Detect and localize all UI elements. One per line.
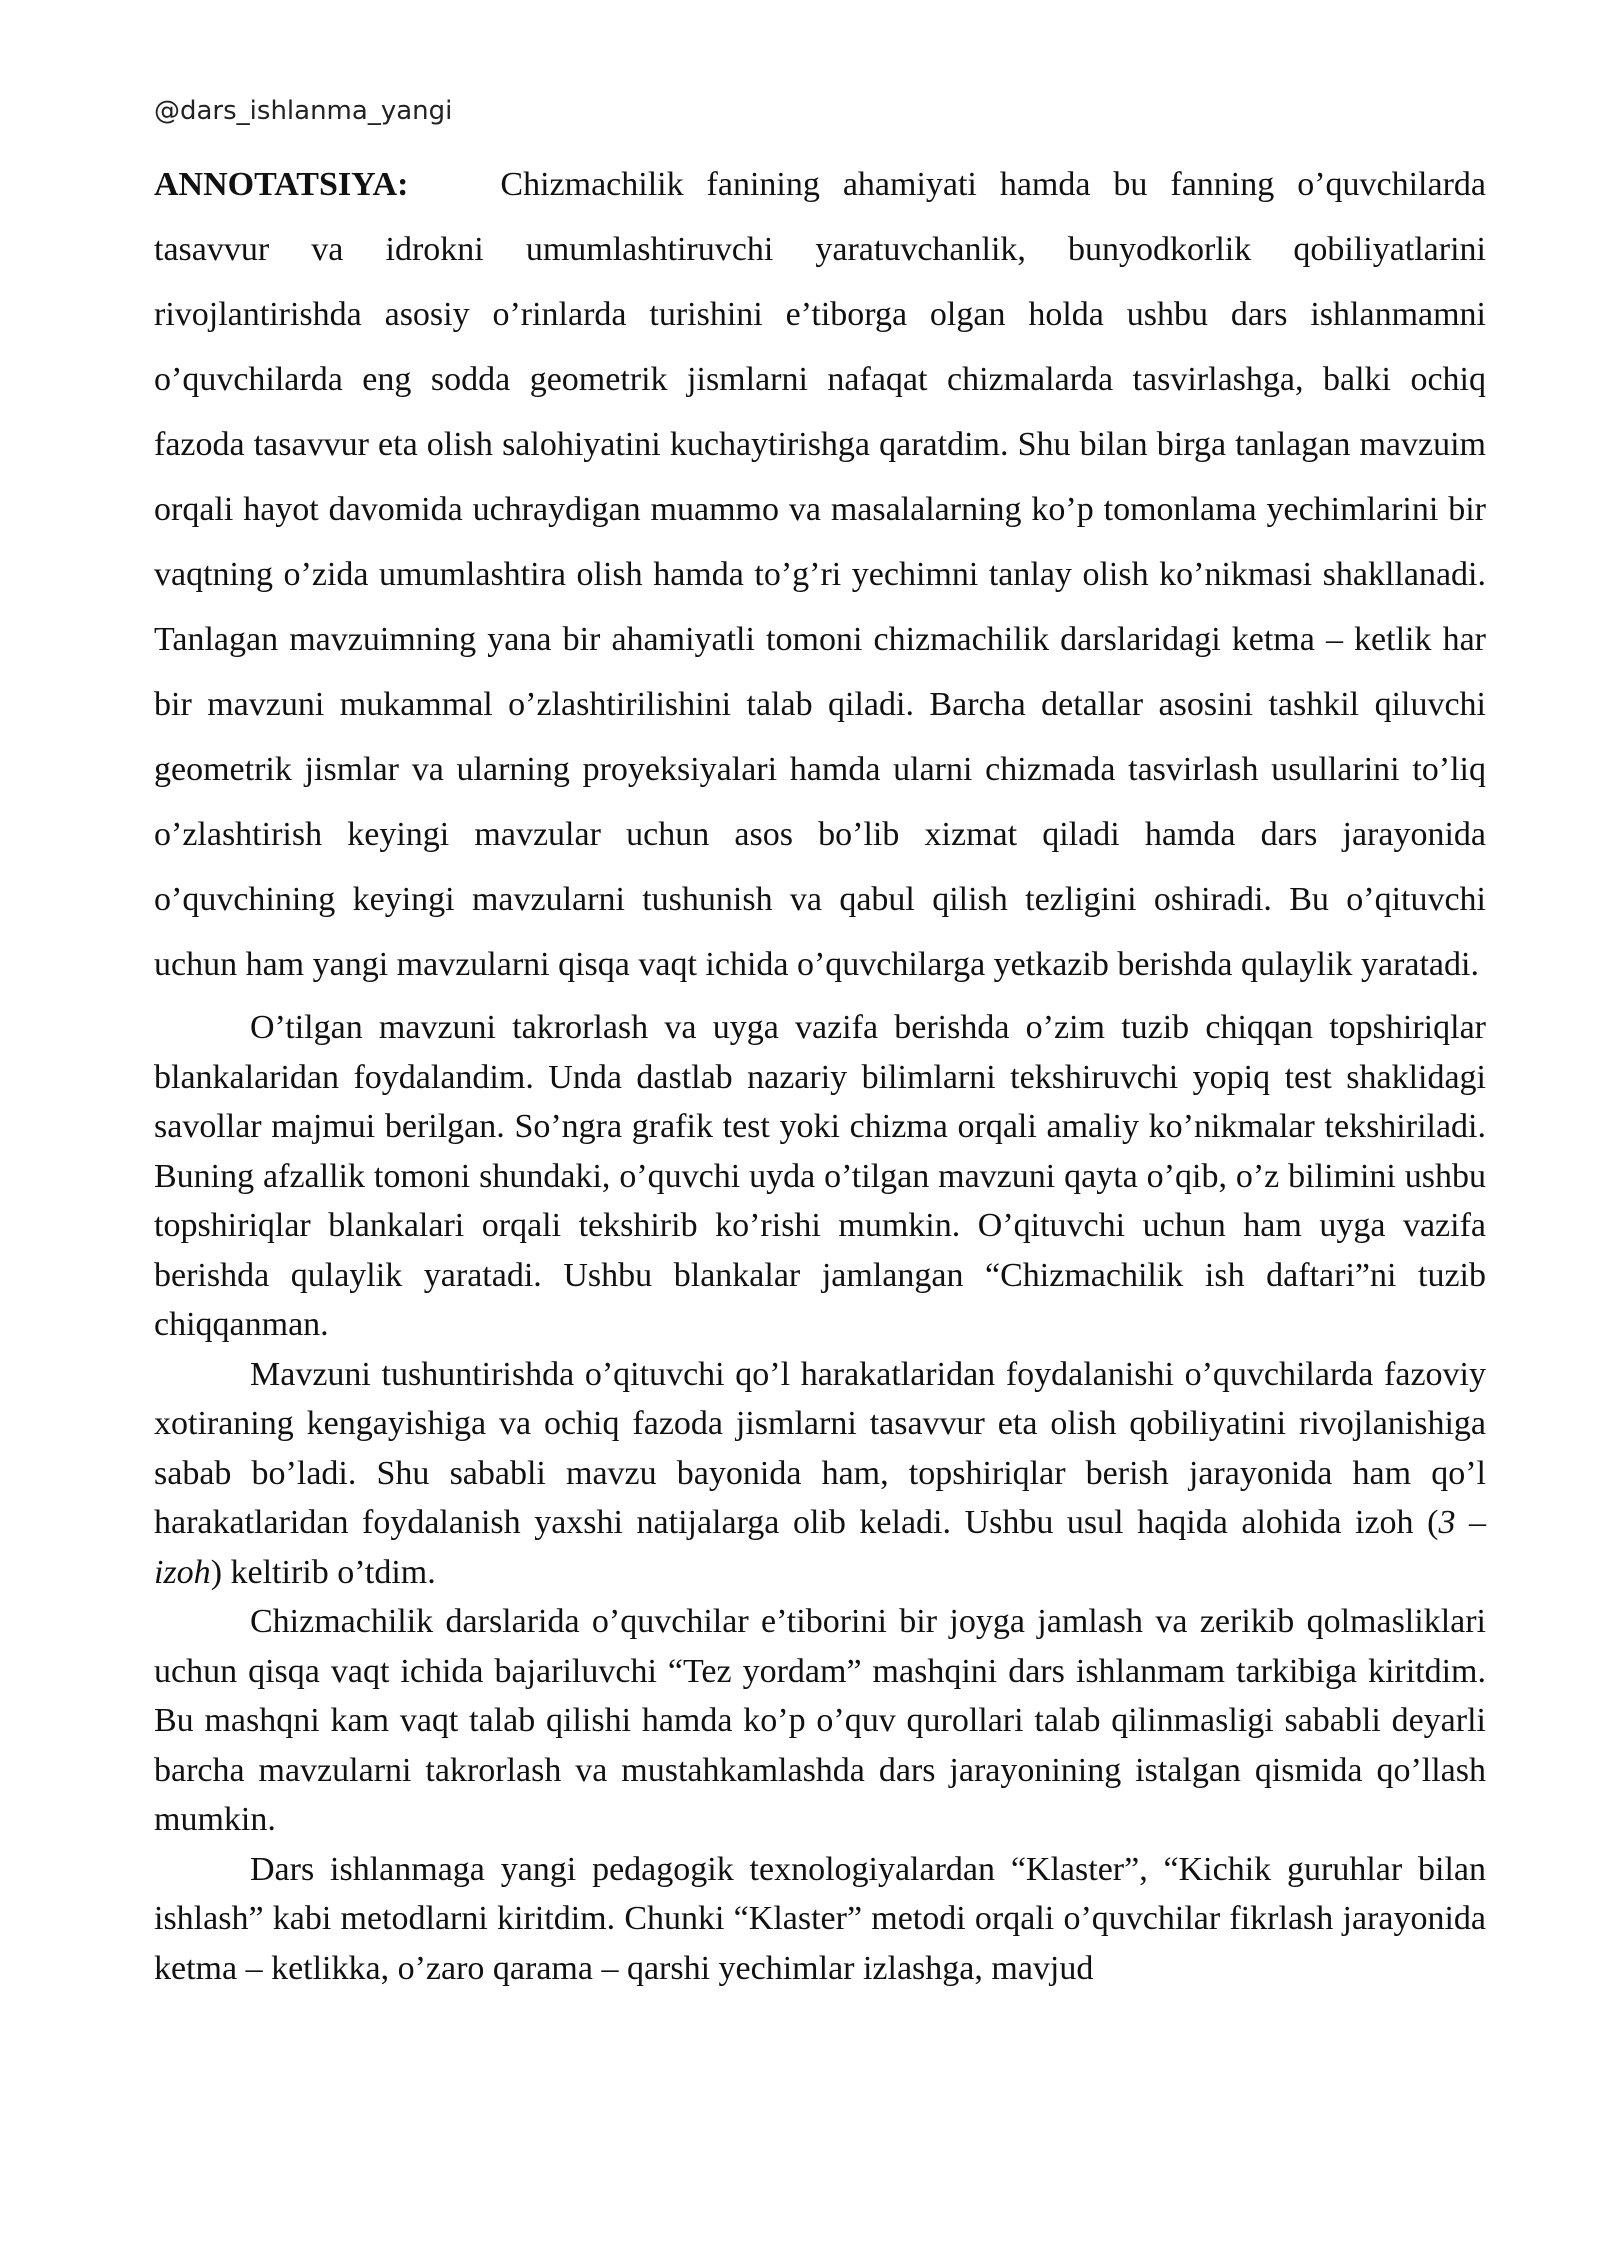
note-reference: 3 – izoh (154, 1504, 1487, 1591)
paragraph-hand-movements (154, 1350, 1486, 1598)
paragraph-klaster: Dars ishlanmaga yangi pedagogik texnologiyalardan “Klaster”, “Kichik guruhlar bilan ishlash” kabi metodlarni kiritdim. Chunki “Klaster” metodi orqali o’quvchilar fikrlash jarayonida ketma – ketlikka, o’zaro qarama – qarshi yechimlar izlashga, mavjud (154, 1850, 1486, 1987)
document-body (154, 152, 1486, 1993)
paragraph-text: Mavzuni tushuntirishda o’qituvchi qo’l harakatlaridan foydalanishi o’quvchilarda fazoviy xotiraning kengayishiga va ochiq fazoda jismlarni tasavvur eta olish qobiliyatini rivojlanishiga sabab bo’ladi. Shu sababli mavzu bayonida ham, topshiriqlar berish jarayonida ham qo’l harakatlaridan foydalanish yaxshi natijalarga olib keladi. Ushbu usul haqida alohida izoh ( (154, 1355, 1486, 1541)
annotation-text: Chizmachilik fanining ahamiyati hamda bu fanning o’quvchilarda tasavvur va idrokni umumlashtiruvchi yaratuvchanlik, bunyodkorlik qobiliyatlarini rivojlantirishda asosiy o’rinlarda turishini e’tiborga olgan holda ushbu dars ishlanmamni o’quvchilarda eng sodda geometrik jismlarni nafaqat chizmalarda tasvirlashga, balki ochiq fazoda tasavvur eta olish salohiyatini kuchaytirishga qaratdim. Shu bilan birga tanlagan mavzuim orqali hayot davomida uchraydigan muammo va masalalarning ko’p tomonlama yechimlarini bir vaqtning o’zida umumlashtira olish hamda to’g’ri yechimni tanlay olish ko’nikmasi shakllanadi. Tanlagan mavzuimning yana bir ahamiyatli tomoni chizmachilik darslaridagi ketma – ketlik har bir mavzuni mukammal o’zlashtirilishini talab qiladi. Barcha detallar asosini tashkil qiluvchi geometrik jismlar va ularning proyeksiyalari hamda ularni chizmada tasvirlash usullarini to’liq o’zlashtirish keyingi mavzular uchun asos bo’lib xizmat qiladi hamda dars jarayonida o’quvchining keyingi mavzularni tushunish va qabul qilish tezligini oshiradi. Bu o’qituvchi uchun ham yangi mavzularni qisqa vaqt ichida o’quvchilarga yetkazib berishda qulaylik yaratadi. (154, 166, 1486, 983)
paragraph-blanks: O’tilgan mavzuni takrorlash va uyga vazifa berishda o’zim tuzib chiqqan topshiriqlar blankalaridan foydalandim. Unda dastlab nazariy bilimlarni tekshiruvchi yopiq test shaklidagi savollar majmui berilgan. So’ngra grafik test yoki chizma orqali amaliy ko’nikmalar tekshiriladi. Buning afzallik tomoni shundaki, o’quvchi uyda o’tilgan mavzuni qayta o’qib, o’z bilimini ushbu topshiriqlar blankalari orqali tekshirib ko’rishi mumkin. O’qituvchi uchun ham uyga vazifa berishda qulaylik yaratadi. Ushbu blankalar jamlangan “Chizmachilik ish daftari”ni tuzib chiqqanman. (154, 1009, 1486, 1343)
paragraph-tez-yordam: Chizmachilik darslarida o’quvchilar e’tiborini bir joyga jamlash va zerikib qolmasliklari uchun qisqa vaqt ichida bajariluvchi “Tez yordam” mashqini dars ishlanmam tarkibiga kiritdim. Bu mashqni kam vaqt talab qilishi hamda ko’p o’quv qurollari talab qilinmasligi sababli deyarli barcha mavzularni takrorlash va mustahkamlashda dars jarayonining istalgan qismida qo’llash mumkin. (154, 1603, 1486, 1838)
annotation-paragraph (154, 152, 1486, 997)
watermark: @dars_ishlanma_yangi (154, 96, 453, 126)
paragraph-text: ) keltirib o’tdim. (210, 1553, 436, 1591)
annotation-label: ANNOTATSIYA: (154, 166, 409, 203)
